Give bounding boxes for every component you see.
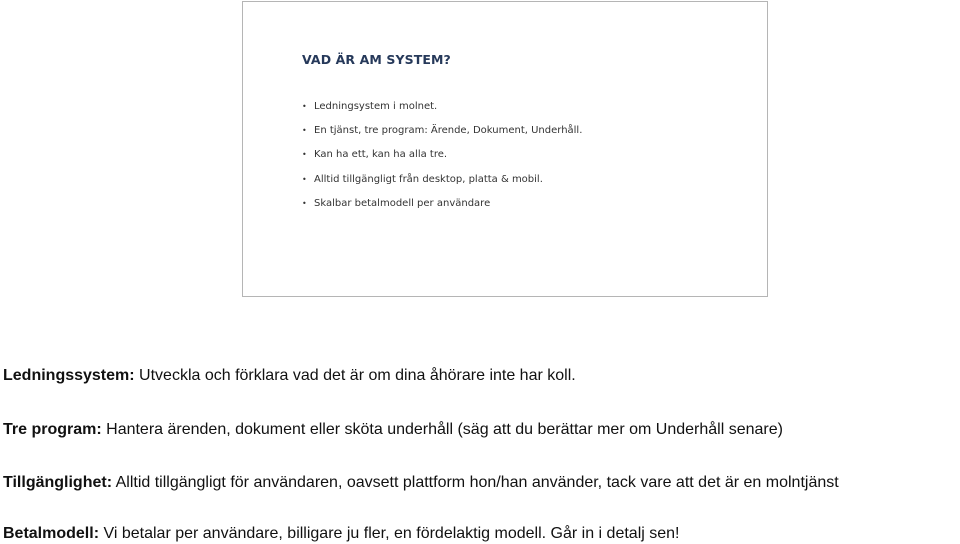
slide-title: VAD ÄR AM SYSTEM? <box>302 52 451 67</box>
slide-bullet-text: Kan ha ett, kan ha alla tre. <box>314 149 448 161</box>
bullet-dot-icon: • <box>302 174 307 184</box>
note-label: Betalmodell: <box>3 525 100 542</box>
slide-bullet-item <box>302 197 582 221</box>
note-tillganglighet <box>3 473 839 493</box>
bullet-dot-icon: • <box>302 198 307 208</box>
note-text: Utveckla och förklara vad det är om dina åhörare inte har koll. <box>134 367 576 384</box>
slide-bullet-text: Alltid tillgängligt från desktop, platta & mobil. <box>314 173 543 185</box>
slide-thumbnail <box>242 1 768 297</box>
slide-bullet-text: Skalbar betalmodell per användare <box>314 197 491 209</box>
slide-bullet-item <box>302 173 582 197</box>
note-ledningssystem <box>3 366 576 386</box>
note-tre-program <box>3 420 783 440</box>
bullet-dot-icon: • <box>302 126 307 136</box>
slide-bullet-item <box>302 148 582 172</box>
slide-bullet-item <box>302 124 582 148</box>
note-label: Ledningssystem: <box>3 367 135 384</box>
slide-bullet-item <box>302 100 582 124</box>
note-text: Vi betalar per användare, billigare ju fler, en fördelaktig modell. Går in i detalj sen! <box>99 525 680 542</box>
bullet-dot-icon: • <box>302 150 307 160</box>
note-betalmodell <box>3 524 680 544</box>
note-text: Hantera ärenden, dokument eller sköta underhåll (säg att du berättar mer om Underhåll senare) <box>101 421 783 438</box>
slide-bullet-list <box>302 100 582 221</box>
bullet-dot-icon: • <box>302 102 307 111</box>
note-label: Tre program: <box>3 421 102 438</box>
slide-bullet-text: Ledningsystem i molnet. <box>314 101 438 112</box>
note-text: Alltid tillgängligt för användaren, oavsett plattform hon/han använder, tack vare att det är en molntjänst <box>112 474 839 491</box>
slide-bullet-text: En tjänst, tre program: Ärende, Dokument, Underhåll. <box>314 125 583 137</box>
note-label: Tillgänglighet: <box>3 474 113 491</box>
